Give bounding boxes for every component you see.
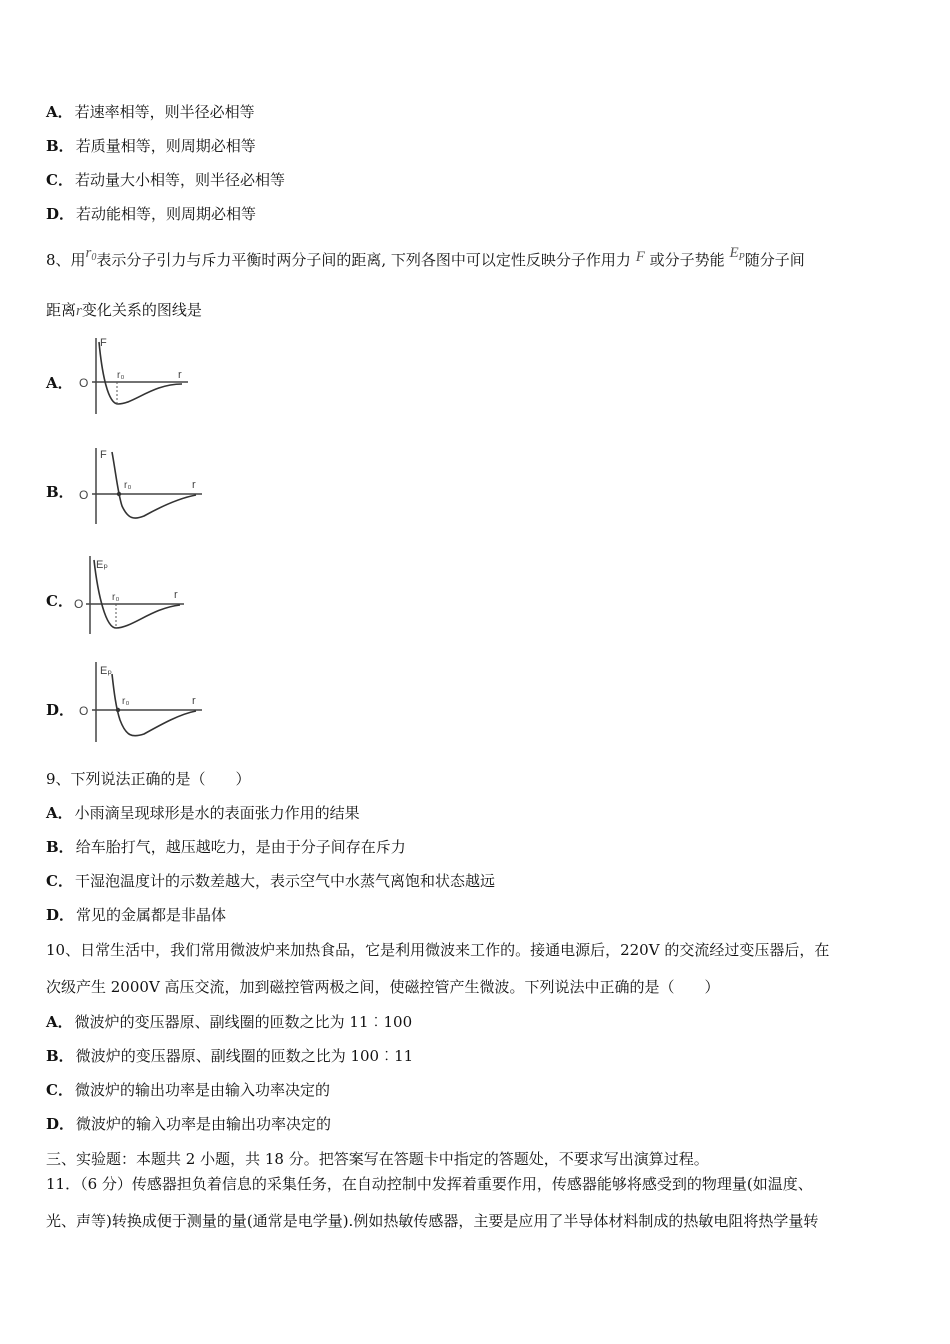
- section-3-heading: 三、实验题：本题共 2 小题，共 18 分。把答案写在答题卡中指定的答题处，不要求写出演算过程。: [46, 1150, 709, 1168]
- q8-graph-a: [72, 334, 194, 418]
- y-axis-label: F: [100, 449, 107, 461]
- r0-label: r₀: [117, 370, 125, 381]
- q8-graph-d: [72, 658, 208, 744]
- x-axis-label: r: [192, 695, 196, 707]
- q7-option-d: D． 若动能相等，则周期必相等: [46, 205, 257, 223]
- y-axis-label: Eₚ: [100, 665, 113, 677]
- q10-option-a: A． 微波炉的变压器原、副线圈的匝数之比为 11︰100: [46, 1013, 413, 1031]
- force-symbol: F: [635, 249, 645, 265]
- q10-option-d: D． 微波炉的输入功率是由输出功率决定的: [46, 1115, 332, 1133]
- q8-stem-line1: 8、用$r_0$表示分子引力与斥力平衡时两分子间的距离, 下列各图中可以定性反映分子作用力 F 或分子势能 $E_P$随分子间: [46, 245, 805, 269]
- q10-option-c: C． 微波炉的输出功率是由输入功率决定的: [46, 1081, 330, 1099]
- y-axis-label: Eₚ: [96, 559, 109, 571]
- q7-option-a: A． 若速率相等，则半径必相等: [46, 103, 255, 121]
- q9-option-c: C． 干湿泡温度计的示数差越大，表示空气中水蒸气离饱和状态越远: [46, 872, 495, 890]
- q8-graph-c-label: C．: [46, 592, 73, 610]
- q8-graph-a-label: A．: [46, 374, 73, 392]
- q8-graph-b: [72, 444, 208, 528]
- origin-label: O: [74, 597, 84, 611]
- y-axis-label: F: [100, 337, 107, 349]
- origin-label: O: [79, 376, 89, 390]
- q9-option-b: B． 给车胎打气，越压越吃力，是由于分子间存在斥力: [46, 838, 406, 856]
- q10-stem-line1: 10、日常生活中，我们常用微波炉来加热食品，它是利用微波来工作的。接通电源后，220V 的交流经过变压器后，在: [46, 941, 830, 959]
- origin-label: O: [79, 704, 89, 718]
- q9-stem: 9、下列说法正确的是（ ）: [46, 770, 251, 788]
- r0-label: r₀: [124, 480, 132, 491]
- q8-graph-c: [72, 552, 190, 636]
- x-axis-label: r: [174, 589, 178, 601]
- r0-label: r₀: [122, 696, 130, 707]
- q8-stem-line2: 距离r变化关系的图线是: [46, 301, 202, 319]
- r0-label: r₀: [112, 592, 120, 603]
- q9-option-d: D． 常见的金属都是非晶体: [46, 906, 227, 924]
- q10-option-b: B． 微波炉的变压器原、副线圈的匝数之比为 100︰11: [46, 1047, 414, 1065]
- q8-graph-d-label: D．: [46, 701, 75, 719]
- q7-option-b: B． 若质量相等，则周期必相等: [46, 137, 256, 155]
- x-axis-label: r: [192, 479, 196, 491]
- q10-stem-line2: 次级产生 2000V 高压交流，加到磁控管两极之间，使磁控管产生微波。下列说法中正确的是（ ）: [46, 978, 720, 996]
- ep-symbol: $E_P$: [729, 245, 745, 263]
- origin-label: O: [79, 488, 89, 502]
- q9-option-a: A． 小雨滴呈现球形是水的表面张力作用的结果: [46, 804, 360, 822]
- r0-symbol: $r_0$: [85, 245, 97, 263]
- x-axis-label: r: [178, 369, 182, 381]
- r-symbol: r: [76, 303, 82, 319]
- q7-option-c: C． 若动量大小相等，则半径必相等: [46, 171, 285, 189]
- q11-line1: 11．（6 分）传感器担负着信息的采集任务，在自动控制中发挥着重要作用，传感器能够将感受到的物理量(如温度、: [46, 1175, 813, 1193]
- q8-graph-b-label: B．: [46, 483, 74, 501]
- q11-line2: 光、声等)转换成便于测量的量(通常是电学量).例如热敏传感器，主要是应用了半导体材料制成的热敏电阻将热学量转: [46, 1212, 819, 1230]
